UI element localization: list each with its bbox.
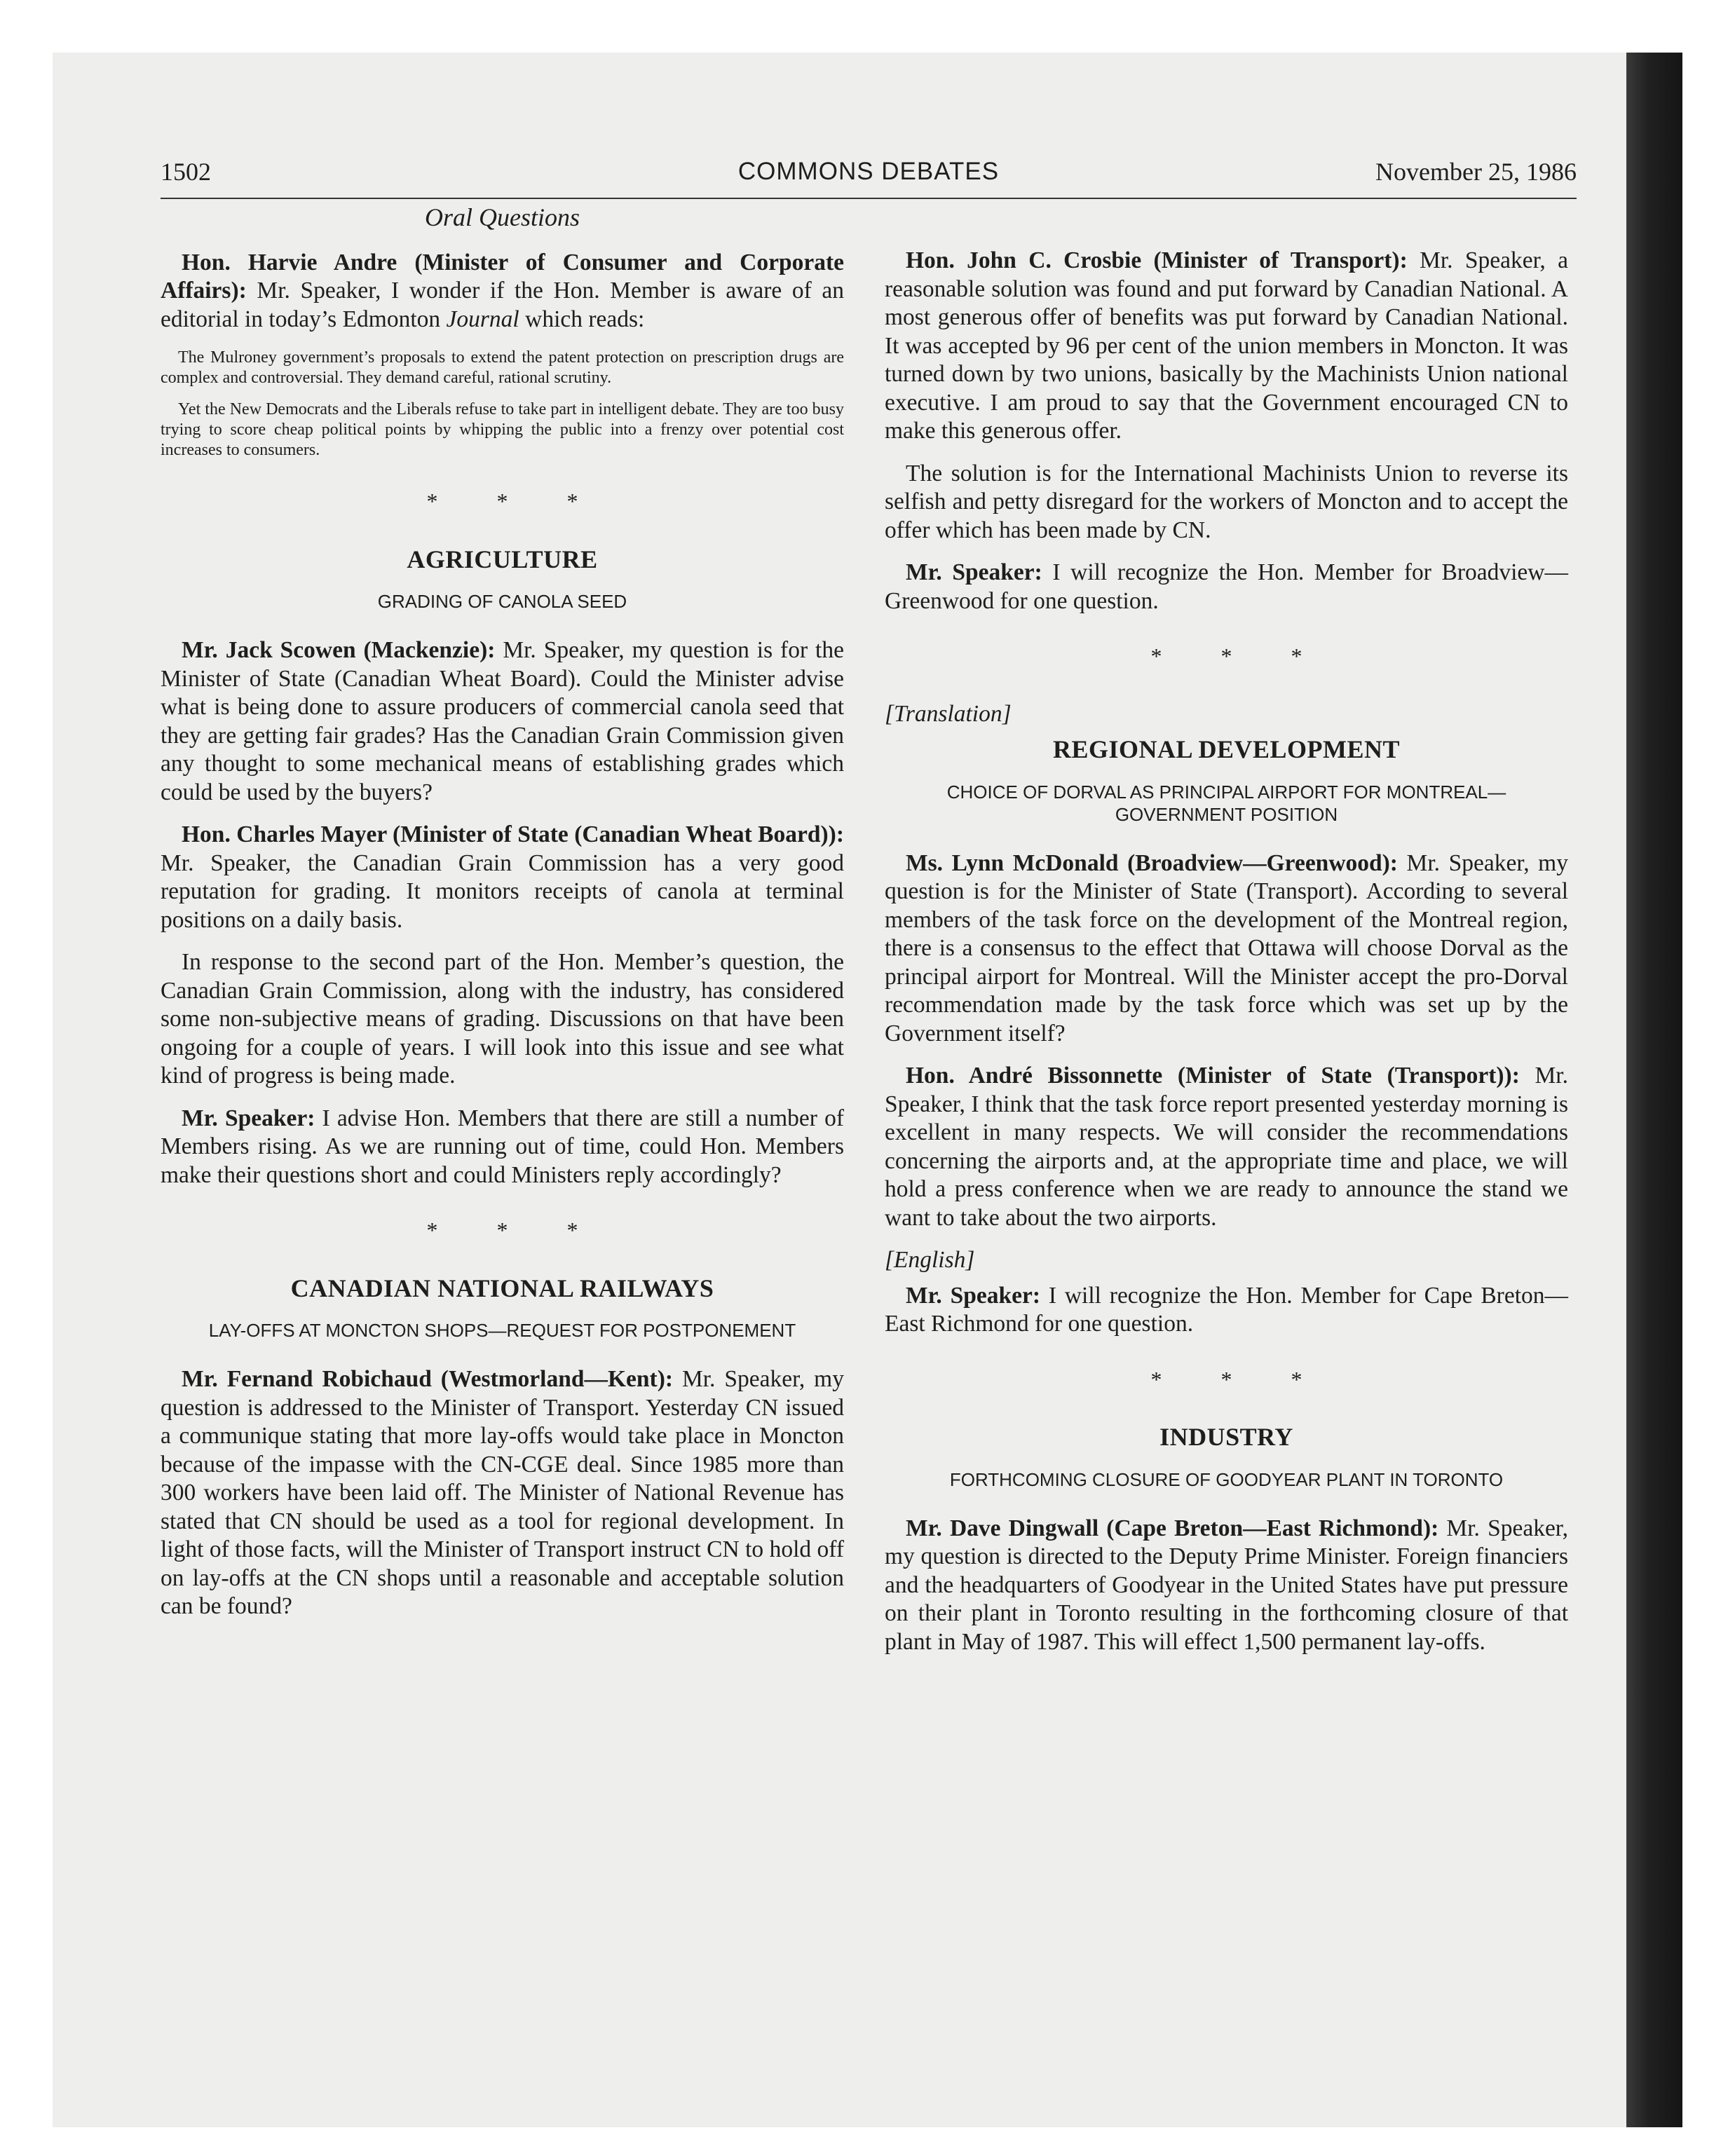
andre-statement: [161, 249, 844, 334]
translation-label: [Translation]: [885, 700, 1012, 727]
speaker-name: Ms. Lynn McDonald (Broadview—Greenwood):: [906, 850, 1398, 876]
statement-text-end: which reads:: [519, 306, 645, 332]
subheading-dorval: CHOICE OF DORVAL AS PRINCIPAL AIRPORT FOR MONTREAL—GOVERNMENT POSITION: [946, 781, 1506, 825]
mcdonald-question: [885, 850, 1568, 1049]
section-separator: * * *: [426, 489, 605, 514]
subheading-canola: GRADING OF CANOLA SEED: [377, 591, 627, 612]
heading-cn: CANADIAN NATIONAL RAILWAYS: [290, 1274, 714, 1302]
heading-industry: INDUSTRY: [1159, 1423, 1293, 1451]
publication-title: COMMONS DEBATES: [737, 158, 1000, 185]
statement-text: Mr. Speaker, I wonder if the Hon. Member is aware of an editorial in today’s Edmonton: [161, 278, 844, 332]
section-separator: * * *: [1150, 643, 1329, 669]
statement-text: Mr. Speaker, my question is for the Minister of State (Canadian Wheat Board). Could the Minister advise what is being done to assure producers of commercial canola seed that they are getting fair grades? Has the Canadian Grain Commission given any thought to some mechanical means of establishing grades which could be used by the buyers?: [161, 637, 844, 805]
speaker-name: Hon. André Bissonnette (Minister of State (Transport)):: [906, 1063, 1520, 1089]
statement-text: Mr. Speaker, my question is for the Minister of State (Transport). According to several members of the task force on the development of the Montreal region, there is a consensus to the effect that Ottawa will choose Dorval as the principal airport for Montreal. Will the Minister accept the pro-Dorval recommendation made by the task force which was set up by the Government itself?: [885, 850, 1568, 1046]
scowen-question: [161, 636, 844, 807]
page-number: 1502: [161, 158, 211, 186]
speaker-name: Mr. Speaker:: [906, 1282, 1041, 1309]
statement-text: I advise Hon. Members that there are still a number of Members rising. As we are running out of time, could Hon. Members make their questions short and could Ministers reply accordingly?: [161, 1105, 845, 1188]
right-column: [885, 203, 1568, 1670]
mayer-answer-continued: In response to the second part of the Hon. Member’s question, the Canadian Grain Commission, along with the industry, has considered some non-subjective means of grading. Discussions on that have been ongoing for a couple of years. I will look into this issue and see what kind of progress is being made.: [161, 949, 844, 1089]
english-label: [English]: [885, 1247, 975, 1273]
bissonnette-answer: [885, 1062, 1568, 1232]
speaker-remark-2: [885, 559, 1568, 615]
left-column: [161, 203, 844, 1635]
speaker-remark-3: [885, 1282, 1568, 1339]
mayer-answer: [161, 821, 844, 934]
page-date: November 25, 1986: [1375, 158, 1577, 186]
subheading-goodyear: FORTHCOMING CLOSURE OF GOODYEAR PLANT IN TORONTO: [949, 1468, 1504, 1490]
quote-paragraph-2: Yet the New Democrats and the Liberals refuse to take part in intelligent debate. They are too busy trying to score cheap political points by whipping the public into a frenzy over potential cost increases to consumers.: [161, 400, 844, 459]
statement-text: I will recognize the Hon. Member for Cape Breton—East Richmond for one question.: [885, 1282, 1568, 1337]
section-label: Oral Questions: [424, 203, 580, 231]
crosbie-answer-continued: The solution is for the International Machinists Union to reverse its selfish and petty disregard for the workers of Moncton and to accept the offer which has been made by CN.: [885, 460, 1568, 543]
speaker-name: Mr. Dave Dingwall (Cape Breton—East Richmond):: [906, 1515, 1439, 1541]
statement-text: Mr. Speaker, a reasonable solution was found and put forward by Canadian National. A most generous offer of benefits was put forward by Canadian National. It was accepted by 96 per cent of the union members in Moncton. It was turned down by two unions, basically by the Machinists Union national executive. I am proud to say that the Government encouraged CN to make this generous offer.: [885, 247, 1569, 444]
speaker-name: Hon. Charles Mayer (Minister of State (Canadian Wheat Board)):: [182, 821, 844, 847]
dingwall-question: [885, 1515, 1568, 1657]
section-separator: * * *: [426, 1217, 605, 1243]
subheading-moncton: LAY-OFFS AT MONCTON SHOPS—REQUEST FOR POSTPONEMENT: [208, 1320, 796, 1341]
crosbie-answer: [885, 247, 1568, 446]
scan-binding-edge: [1626, 53, 1682, 2127]
speaker-name: Mr. Jack Scowen (Mackenzie):: [182, 637, 496, 663]
statement-text: I will recognize the Hon. Member for Broadview—Greenwood for one question.: [885, 559, 1568, 614]
speaker-name: Mr. Fernand Robichaud (Westmorland—Kent):: [182, 1366, 674, 1392]
speaker-name: Mr. Speaker:: [182, 1105, 315, 1131]
robichaud-question: [161, 1365, 844, 1621]
heading-regional: REGIONAL DEVELOPMENT: [1052, 735, 1401, 763]
statement-text: Mr. Speaker, my question is addressed to the Minister of Transport. Yesterday CN issued a communique stating that more lay-offs would take place in Moncton because of the impasse with the CN-CGE deal. Since 1985 more than 300 workers have been laid off. The Minister of National Revenue has stated that CN should be used as a tool for regional development. In light of those facts, will the Minister of Transport instruct CN to hold off on lay-offs at the CN shops until a reasonable and acceptable solution can be found?: [161, 1366, 844, 1619]
speaker-name: Mr. Speaker:: [906, 559, 1042, 585]
journal-name: Journal: [446, 306, 519, 332]
speaker-remark-1: [161, 1105, 844, 1190]
section-separator: * * *: [1150, 1366, 1329, 1392]
quote-paragraph-1: The Mulroney government’s proposals to extend the patent protection on prescription drugs are complex and controversial. They demand careful, rational scrutiny.: [161, 348, 844, 387]
statement-text: Mr. Speaker, my question is directed to the Deputy Prime Minister. Foreign financiers and the headquarters of Goodyear in the United States have put pressure on their plant in Toronto resulting in the forthcoming closure of that plant in May of 1987. This will effect 1,500 permanent lay-offs.: [885, 1515, 1568, 1655]
speaker-name: Hon. Harvie Andre (Minister of Consumer and Corporate Affairs):: [161, 249, 844, 303]
speaker-name: Hon. John C. Crosbie (Minister of Transport):: [906, 247, 1408, 273]
statement-text: Mr. Speaker, the Canadian Grain Commission has a very good reputation for grading. It monitors receipts of canola at terminal positions on a daily basis.: [161, 850, 844, 933]
page-header: [161, 156, 1577, 199]
heading-agriculture: AGRICULTURE: [407, 545, 598, 573]
statement-text: Mr. Speaker, I think that the task force report presented yesterday morning is excellent in many respects. We will consider the recommendations concerning the airports and, at the appropriate time and place, we will hold a press conference when we are ready to announce the stand we want to take about the two airports.: [885, 1063, 1568, 1231]
